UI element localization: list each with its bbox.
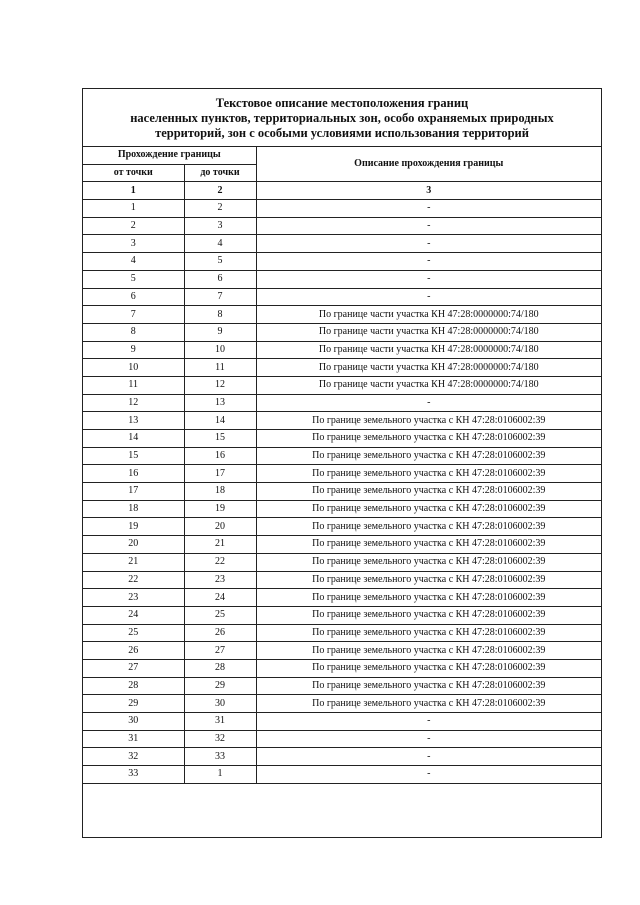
description-cell: По границе земельного участка с КН 47:28:0106002:39 [256, 677, 601, 695]
description-cell: По границе земельного участка с КН 47:28:0106002:39 [256, 412, 601, 430]
to-point-cell: 24 [184, 589, 256, 607]
document-frame [82, 88, 602, 838]
header-description: Описание прохождения границы [256, 147, 601, 182]
from-point-cell: 7 [83, 306, 184, 324]
to-point-cell: 23 [184, 571, 256, 589]
table-row [83, 624, 601, 642]
description-cell: - [256, 235, 601, 253]
table-row [83, 394, 601, 412]
to-point-cell: 9 [184, 323, 256, 341]
table-row [83, 235, 601, 253]
to-point-cell: 17 [184, 465, 256, 483]
description-cell: По границе части участка КН 47:28:0000000:74/180 [256, 323, 601, 341]
to-point-cell: 8 [184, 306, 256, 324]
from-point-cell: 25 [83, 624, 184, 642]
from-point-cell: 33 [83, 766, 184, 784]
to-point-cell: 19 [184, 500, 256, 518]
table-row [83, 659, 601, 677]
boundary-table [83, 147, 601, 784]
to-point-cell: 27 [184, 642, 256, 660]
from-point-cell: 10 [83, 359, 184, 377]
to-point-cell: 11 [184, 359, 256, 377]
to-point-cell: 21 [184, 536, 256, 554]
from-point-cell: 29 [83, 695, 184, 713]
from-point-cell: 17 [83, 483, 184, 501]
description-cell: По границе земельного участка с КН 47:28:0106002:39 [256, 447, 601, 465]
to-point-cell: 7 [184, 288, 256, 306]
description-cell: - [256, 200, 601, 218]
description-cell: По границе земельного участка с КН 47:28:0106002:39 [256, 553, 601, 571]
from-point-cell: 32 [83, 748, 184, 766]
from-point-cell: 20 [83, 536, 184, 554]
to-point-cell: 4 [184, 235, 256, 253]
to-point-cell: 12 [184, 376, 256, 394]
description-cell: - [256, 730, 601, 748]
from-point-cell: 1 [83, 200, 184, 218]
from-point-cell: 9 [83, 341, 184, 359]
from-point-cell: 21 [83, 553, 184, 571]
to-point-cell: 14 [184, 412, 256, 430]
table-row [83, 518, 601, 536]
description-cell: По границе земельного участка с КН 47:28:0106002:39 [256, 695, 601, 713]
to-point-cell: 29 [184, 677, 256, 695]
description-cell: По границе части участка КН 47:28:0000000:74/180 [256, 376, 601, 394]
document-title [83, 89, 601, 147]
title-line-3: территорий, зон с особыми условиями использования территорий [155, 126, 529, 140]
table-row [83, 430, 601, 448]
header-to-point: до точки [184, 164, 256, 182]
table-row [83, 412, 601, 430]
table-row [83, 642, 601, 660]
description-cell: По границе земельного участка с КН 47:28:0106002:39 [256, 571, 601, 589]
description-cell: - [256, 766, 601, 784]
table-row [83, 677, 601, 695]
table-row [83, 553, 601, 571]
description-cell: По границе земельного участка с КН 47:28:0106002:39 [256, 642, 601, 660]
table-row [83, 606, 601, 624]
description-cell: По границе земельного участка с КН 47:28:0106002:39 [256, 483, 601, 501]
from-point-cell: 5 [83, 270, 184, 288]
from-point-cell: 22 [83, 571, 184, 589]
to-point-cell: 31 [184, 713, 256, 731]
to-point-cell: 2 [184, 200, 256, 218]
table-row [83, 359, 601, 377]
header-num-2: 2 [184, 182, 256, 200]
from-point-cell: 4 [83, 253, 184, 271]
table-row [83, 306, 601, 324]
from-point-cell: 14 [83, 430, 184, 448]
description-cell: - [256, 713, 601, 731]
from-point-cell: 24 [83, 606, 184, 624]
to-point-cell: 10 [184, 341, 256, 359]
table-row [83, 217, 601, 235]
table-row [83, 200, 601, 218]
from-point-cell: 19 [83, 518, 184, 536]
from-point-cell: 16 [83, 465, 184, 483]
description-cell: По границе части участка КН 47:28:0000000:74/180 [256, 341, 601, 359]
description-cell: По границе части участка КН 47:28:0000000:74/180 [256, 306, 601, 324]
to-point-cell: 30 [184, 695, 256, 713]
description-cell: - [256, 270, 601, 288]
table-row [83, 536, 601, 554]
description-cell: По границе земельного участка с КН 47:28:0106002:39 [256, 518, 601, 536]
to-point-cell: 33 [184, 748, 256, 766]
table-row [83, 465, 601, 483]
from-point-cell: 26 [83, 642, 184, 660]
table-row [83, 748, 601, 766]
table-row [83, 288, 601, 306]
from-point-cell: 15 [83, 447, 184, 465]
table-row [83, 341, 601, 359]
from-point-cell: 23 [83, 589, 184, 607]
header-boundary-passage: Прохождение границы [83, 147, 256, 164]
description-cell: По границе земельного участка с КН 47:28:0106002:39 [256, 659, 601, 677]
to-point-cell: 22 [184, 553, 256, 571]
table-row [83, 376, 601, 394]
description-cell: По границе земельного участка с КН 47:28:0106002:39 [256, 589, 601, 607]
description-cell: По границе земельного участка с КН 47:28:0106002:39 [256, 606, 601, 624]
from-point-cell: 27 [83, 659, 184, 677]
to-point-cell: 1 [184, 766, 256, 784]
to-point-cell: 15 [184, 430, 256, 448]
header-num-1: 1 [83, 182, 184, 200]
to-point-cell: 16 [184, 447, 256, 465]
table-row [83, 695, 601, 713]
table-row [83, 323, 601, 341]
from-point-cell: 3 [83, 235, 184, 253]
from-point-cell: 18 [83, 500, 184, 518]
description-cell: По границе земельного участка с КН 47:28:0106002:39 [256, 624, 601, 642]
description-cell: По границе части участка КН 47:28:0000000:74/180 [256, 359, 601, 377]
table-row [83, 766, 601, 784]
from-point-cell: 6 [83, 288, 184, 306]
title-line-2: населенных пунктов, территориальных зон, особо охраняемых природных [130, 111, 554, 125]
to-point-cell: 3 [184, 217, 256, 235]
to-point-cell: 28 [184, 659, 256, 677]
description-cell: - [256, 394, 601, 412]
from-point-cell: 11 [83, 376, 184, 394]
description-cell: - [256, 748, 601, 766]
description-cell: По границе земельного участка с КН 47:28:0106002:39 [256, 536, 601, 554]
to-point-cell: 5 [184, 253, 256, 271]
table-row [83, 730, 601, 748]
to-point-cell: 32 [184, 730, 256, 748]
to-point-cell: 25 [184, 606, 256, 624]
from-point-cell: 28 [83, 677, 184, 695]
description-cell: - [256, 217, 601, 235]
table-row [83, 483, 601, 501]
to-point-cell: 6 [184, 270, 256, 288]
table-row [83, 447, 601, 465]
table-row [83, 253, 601, 271]
header-row-numbers [83, 182, 601, 200]
table-row [83, 589, 601, 607]
to-point-cell: 18 [184, 483, 256, 501]
description-cell: По границе земельного участка с КН 47:28:0106002:39 [256, 500, 601, 518]
from-point-cell: 31 [83, 730, 184, 748]
description-cell: По границе земельного участка с КН 47:28:0106002:39 [256, 430, 601, 448]
from-point-cell: 8 [83, 323, 184, 341]
table-row [83, 713, 601, 731]
description-cell: - [256, 253, 601, 271]
table-row [83, 571, 601, 589]
header-row-top [83, 147, 601, 164]
header-num-3: 3 [256, 182, 601, 200]
table-row [83, 270, 601, 288]
description-cell: По границе земельного участка с КН 47:28:0106002:39 [256, 465, 601, 483]
from-point-cell: 30 [83, 713, 184, 731]
to-point-cell: 13 [184, 394, 256, 412]
table-row [83, 500, 601, 518]
title-line-1: Текстовое описание местоположения границ [215, 96, 469, 110]
to-point-cell: 26 [184, 624, 256, 642]
from-point-cell: 2 [83, 217, 184, 235]
to-point-cell: 20 [184, 518, 256, 536]
header-from-point: от точки [83, 164, 184, 182]
description-cell: - [256, 288, 601, 306]
from-point-cell: 13 [83, 412, 184, 430]
from-point-cell: 12 [83, 394, 184, 412]
